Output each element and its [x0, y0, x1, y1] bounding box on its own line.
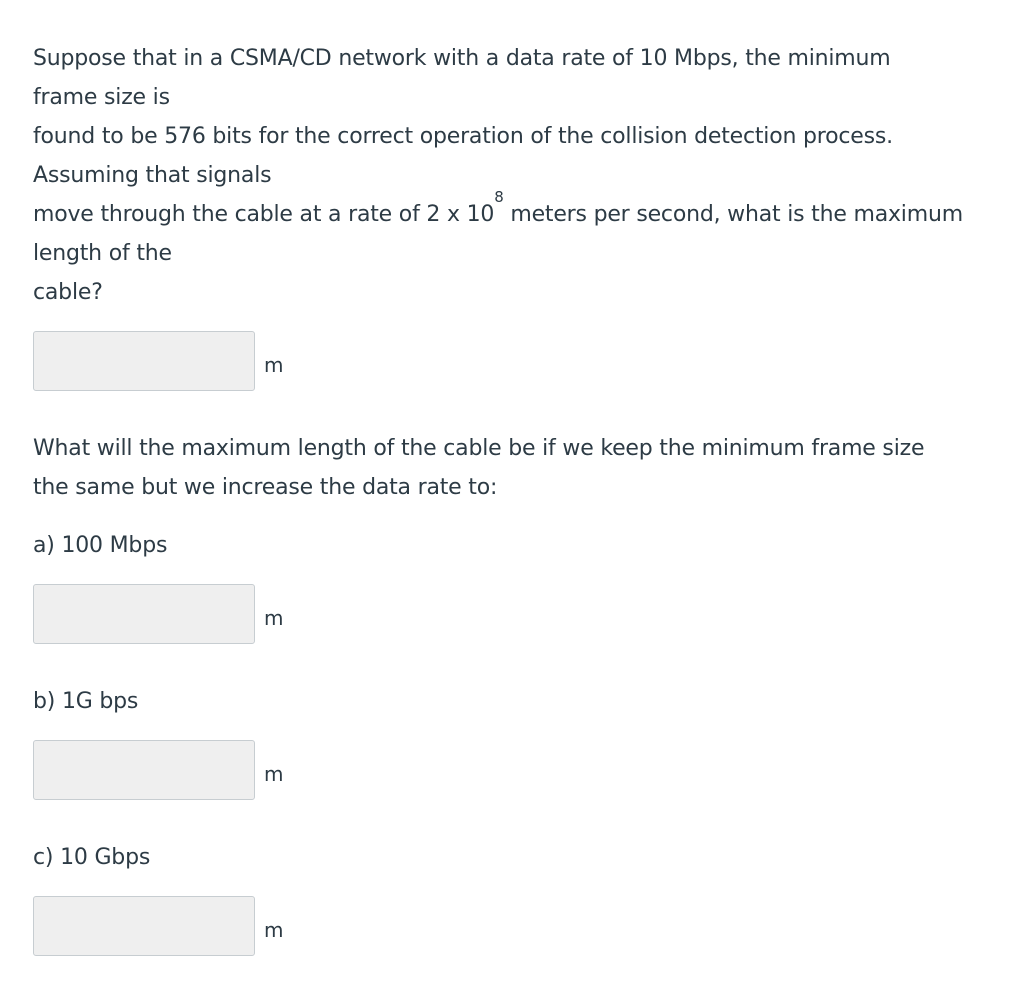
answer-input-part-c[interactable] [33, 896, 255, 956]
question1-line5-pre: move through the cable at a rate of 2 x 10 [33, 202, 495, 227]
unit-label: m [264, 353, 284, 377]
answer-row-max-length [33, 331, 333, 393]
part-b-label: b) 1G bps [33, 689, 139, 714]
answer-input-part-a[interactable] [33, 584, 255, 644]
question2-line1: What will the maximum length of the cable be if we keep the minimum frame size [33, 436, 925, 461]
question1-line2: frame size is [33, 85, 170, 110]
exponent: 8 [494, 188, 504, 206]
question1-line3: found to be 576 bits for the correct operation of the collision detection process. [33, 124, 893, 149]
question1-line5-post: meters per second, what is the maximum [503, 202, 963, 227]
question1-line7: cable? [33, 280, 103, 305]
answer-row-part-b [33, 740, 333, 802]
answer-row-part-a [33, 584, 333, 646]
question2-line2: the same but we increase the data rate to: [33, 475, 498, 500]
unit-label: m [264, 762, 284, 786]
unit-label: m [264, 918, 284, 942]
answer-input-part-b[interactable] [33, 740, 255, 800]
part-a-label: a) 100 Mbps [33, 533, 168, 558]
question1-line4: Assuming that signals [33, 163, 272, 188]
question1-line6: length of the [33, 241, 172, 266]
question1-line5 [33, 188, 963, 230]
question1-line1: Suppose that in a CSMA/CD network with a data rate of 10 Mbps, the minimum [33, 46, 891, 71]
unit-label: m [264, 606, 284, 630]
answer-row-part-c [33, 896, 333, 958]
answer-input-max-length[interactable] [33, 331, 255, 391]
part-c-label: c) 10 Gbps [33, 845, 151, 870]
